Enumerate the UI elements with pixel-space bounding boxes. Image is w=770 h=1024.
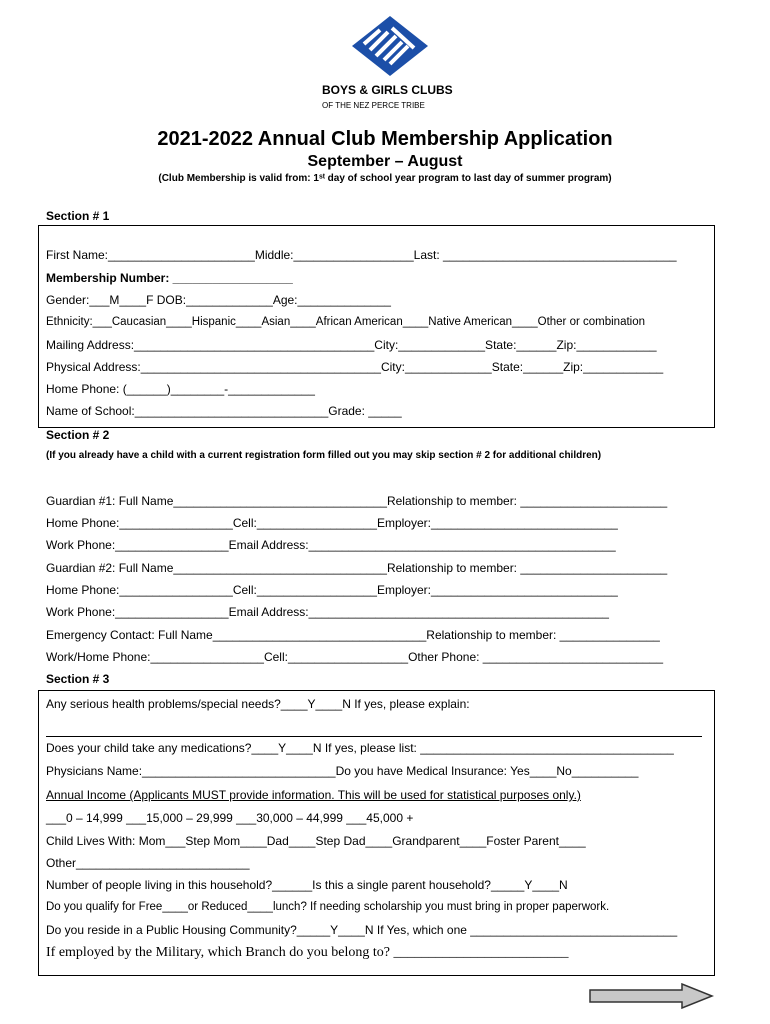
health-explain-line[interactable] [46, 736, 702, 737]
guardian-2-row[interactable]: Guardian #2: Full Name________________________________Relationship to member: ______________________ [46, 561, 668, 575]
validity-note: (Club Membership is valid from: 1ˢᵗ day of school year program to last day of summer program) [158, 173, 612, 184]
section-3-heading: Section # 3 [46, 672, 110, 686]
military-row[interactable]: If employed by the Military, which Branch do you belong to? _________________________ [46, 945, 569, 960]
mailing-address-row[interactable]: Mailing Address:____________________________________City:_____________State:______Zip:____________ [46, 338, 657, 352]
boys-girls-clubs-logo-icon [350, 14, 430, 78]
physician-row[interactable]: Physicians Name:_____________________________Do you have Medical Insurance: Yes____No__________ [46, 764, 639, 778]
membership-number-row[interactable]: Membership Number: __________________ [46, 271, 293, 285]
annual-income-row: Annual Income (Applicants MUST provide information. This will be used for statistical purposes only.) [46, 788, 581, 802]
guardian-2-work-row[interactable]: Work Phone:_________________Email Address:_____________________________________________ [46, 605, 609, 619]
section-1-heading: Section # 1 [46, 209, 110, 223]
public-housing-row[interactable]: Do you reside in a Public Housing Community?_____Y____N If Yes, which one _______________________________ [46, 923, 678, 937]
section-2-note: (If you already have a child with a current registration form filled out you may skip section # 2 for additional children) [46, 450, 602, 461]
guardian-1-phone-row[interactable]: Home Phone:_________________Cell:__________________Employer:____________________________ [46, 516, 618, 530]
child-lives-with-row[interactable]: Child Lives With: Mom___Step Mom____Dad____Step Dad____Grandparent____Foster Parent____ [46, 834, 586, 848]
health-problems-row[interactable]: Any serious health problems/special needs?____Y____N If yes, please explain: [46, 697, 470, 711]
page-title: 2021-2022 Annual Club Membership Application [157, 128, 613, 150]
guardian-2-phone-row[interactable]: Home Phone:_________________Cell:__________________Employer:____________________________ [46, 583, 618, 597]
section-2-heading: Section # 2 [46, 428, 110, 442]
org-subname: OF THE NEZ PERCE TRIBE [322, 101, 425, 110]
emergency-phone-row[interactable]: Work/Home Phone:_________________Cell:__________________Other Phone: ___________________________ [46, 650, 663, 664]
gender-dob-row[interactable]: Gender:___M____F DOB:_____________Age:______________ [46, 293, 391, 307]
home-phone-row[interactable]: Home Phone: (______)________-_____________ [46, 382, 315, 396]
income-options-row[interactable]: ___0 – 14,999 ___15,000 – 29,999 ___30,000 – 44,999 ___45,000 + [46, 811, 414, 825]
emergency-contact-row[interactable]: Emergency Contact: Full Name________________________________Relationship to member: _______________ [46, 628, 660, 642]
ethnicity-row[interactable]: Ethnicity:___Caucasian____Hispanic____Asian____African American____Native American____Other or combination [46, 316, 646, 328]
school-row[interactable]: Name of School:_____________________________Grade: _____ [46, 404, 402, 418]
first-name-row[interactable]: First Name:______________________Middle:__________________Last: ___________________________________ [46, 248, 677, 262]
other-row[interactable]: Other__________________________ [46, 856, 250, 870]
lunch-row[interactable]: Do you qualify for Free____or Reduced____lunch? If needing scholarship you must bring in proper paperwork. [46, 901, 610, 913]
guardian-1-work-row[interactable]: Work Phone:_________________Email Address:______________________________________________ [46, 538, 616, 552]
medications-row[interactable]: Does your child take any medications?____Y____N If yes, please list: ______________________________________ [46, 741, 674, 755]
org-name: BOYS & GIRLS CLUBS [322, 83, 453, 97]
page-subtitle: September – August [307, 153, 463, 170]
household-row[interactable]: Number of people living in this household?______Is this a single parent household?_____Y____N [46, 878, 568, 892]
guardian-1-row[interactable]: Guardian #1: Full Name________________________________Relationship to member: ______________________ [46, 494, 668, 508]
physical-address-row[interactable]: Physical Address:____________________________________City:_____________State:______Zip:____________ [46, 360, 664, 374]
next-page-arrow-icon[interactable] [588, 983, 716, 1009]
